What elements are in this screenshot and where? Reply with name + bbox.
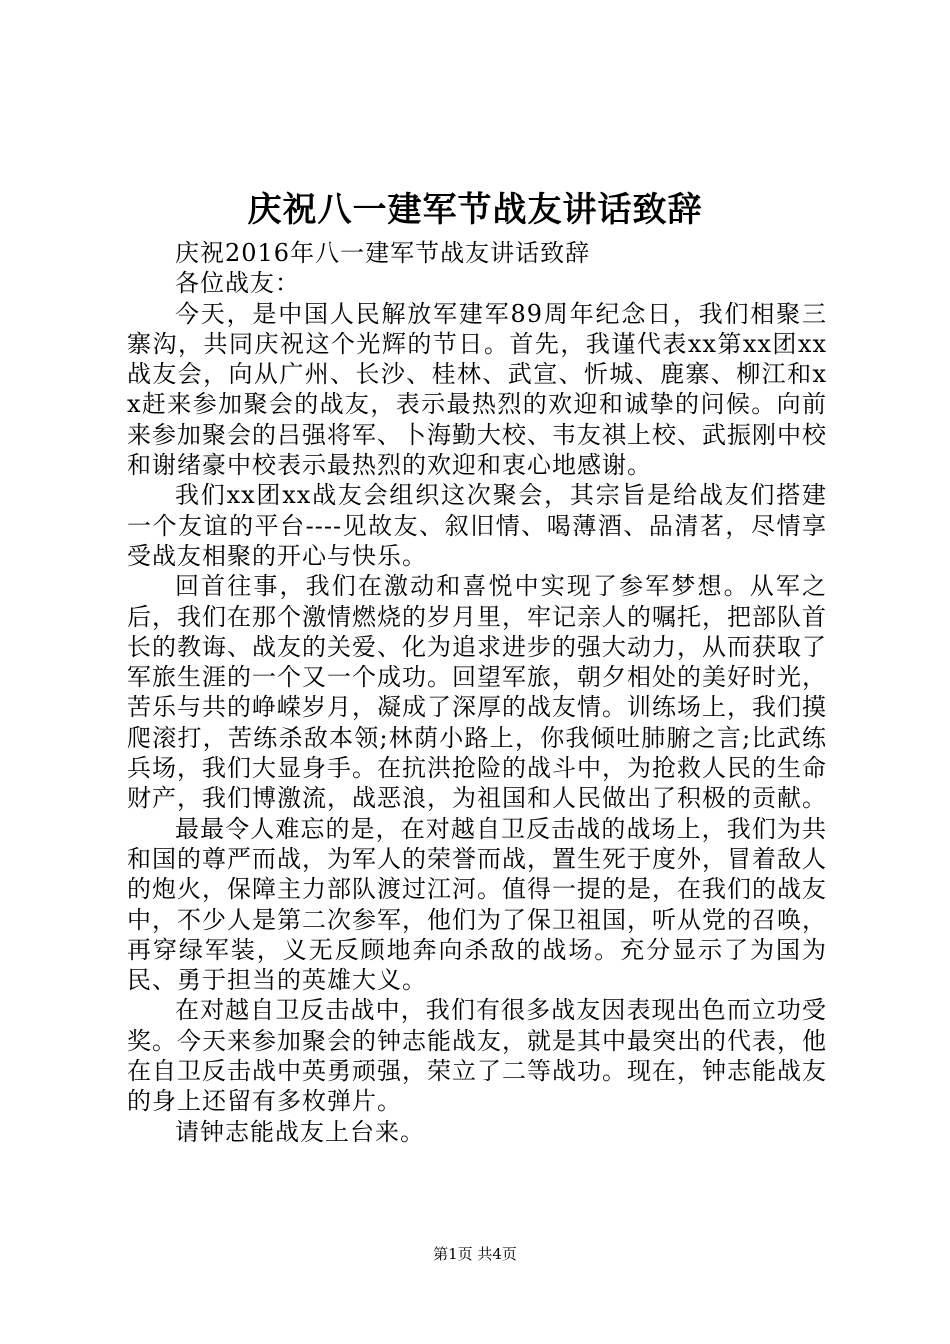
- paragraph: 我们xx团xx战友会组织这次聚会，其宗旨是给战友们搭建一个友谊的平台----见故友、叙旧情、喝薄酒、品清茗，尽情享受战友相聚的开心与快乐。: [127, 481, 827, 570]
- paragraph: 各位战友：: [175, 269, 300, 298]
- paragraph: 请钟志能战友上台来。: [175, 1117, 425, 1146]
- paragraph: 在对越自卫反击战中，我们有很多战友因表现出色而立功受奖。今天来参加聚会的钟志能战友，就是其中最突出的代表，他在自卫反击战中英勇顽强，荣立了二等战功。现在，钟志能战友的身上还留有多枚弹片。: [127, 996, 827, 1116]
- page-footer: 第1页 共4页: [433, 1245, 517, 1263]
- paragraph: 今天，是中国人民解放军建军89周年纪念日，我们相聚三寨沟，共同庆祝这个光辉的节日。首先，我谨代表xx第xx团xx战友会，向从广州、长沙、桂林、武宣、忻城、鹿寨、柳江和xx赶来参加聚会的战友，表示最热烈的欢迎和诚挚的问候。向前来参加聚会的吕强将军、卜海勤大校、韦友祺上校、武振刚中校和谢绪豪中校表示最热烈的欢迎和衷心地感谢。: [127, 299, 827, 480]
- document-title: 庆祝八一建军节战友讲话致辞: [247, 190, 703, 230]
- document-body: [127, 238, 827, 1147]
- paragraph: 最最令人难忘的是，在对越自卫反击战的战场上，我们为共和国的尊严而战，为军人的荣誉而战，置生死于度外，冒着敌人的炮火，保障主力部队渡过江河。值得一提的是，在我们的战友中，不少人是第二次参军，他们为了保卫祖国，听从党的召唤，再穿绿军装，义无反顾地奔向杀敌的战场。充分显示了为国为民、勇于担当的英雄大义。: [127, 814, 827, 995]
- paragraph: 回首往事，我们在激动和喜悦中实现了参军梦想。从军之后，我们在那个激情燃烧的岁月里，牢记亲人的嘱托，把部队首长的教诲、战友的关爱、化为追求进步的强大动力，从而获取了军旅生涯的一个又一个成功。回望军旅，朝夕相处的美好时光，苦乐与共的峥嵘岁月，凝成了深厚的战友情。训练场上，我们摸爬滚打，苦练杀敌本领;林荫小路上，你我倾吐肺腑之言;比武练兵场，我们大显身手。在抗洪抢险的战斗中，为抢救人民的生命财产，我们博激流，战恶浪，为祖国和人民做出了积极的贡献。: [127, 572, 827, 813]
- paragraph: 庆祝2016年八一建军节战友讲话致辞: [175, 239, 591, 267]
